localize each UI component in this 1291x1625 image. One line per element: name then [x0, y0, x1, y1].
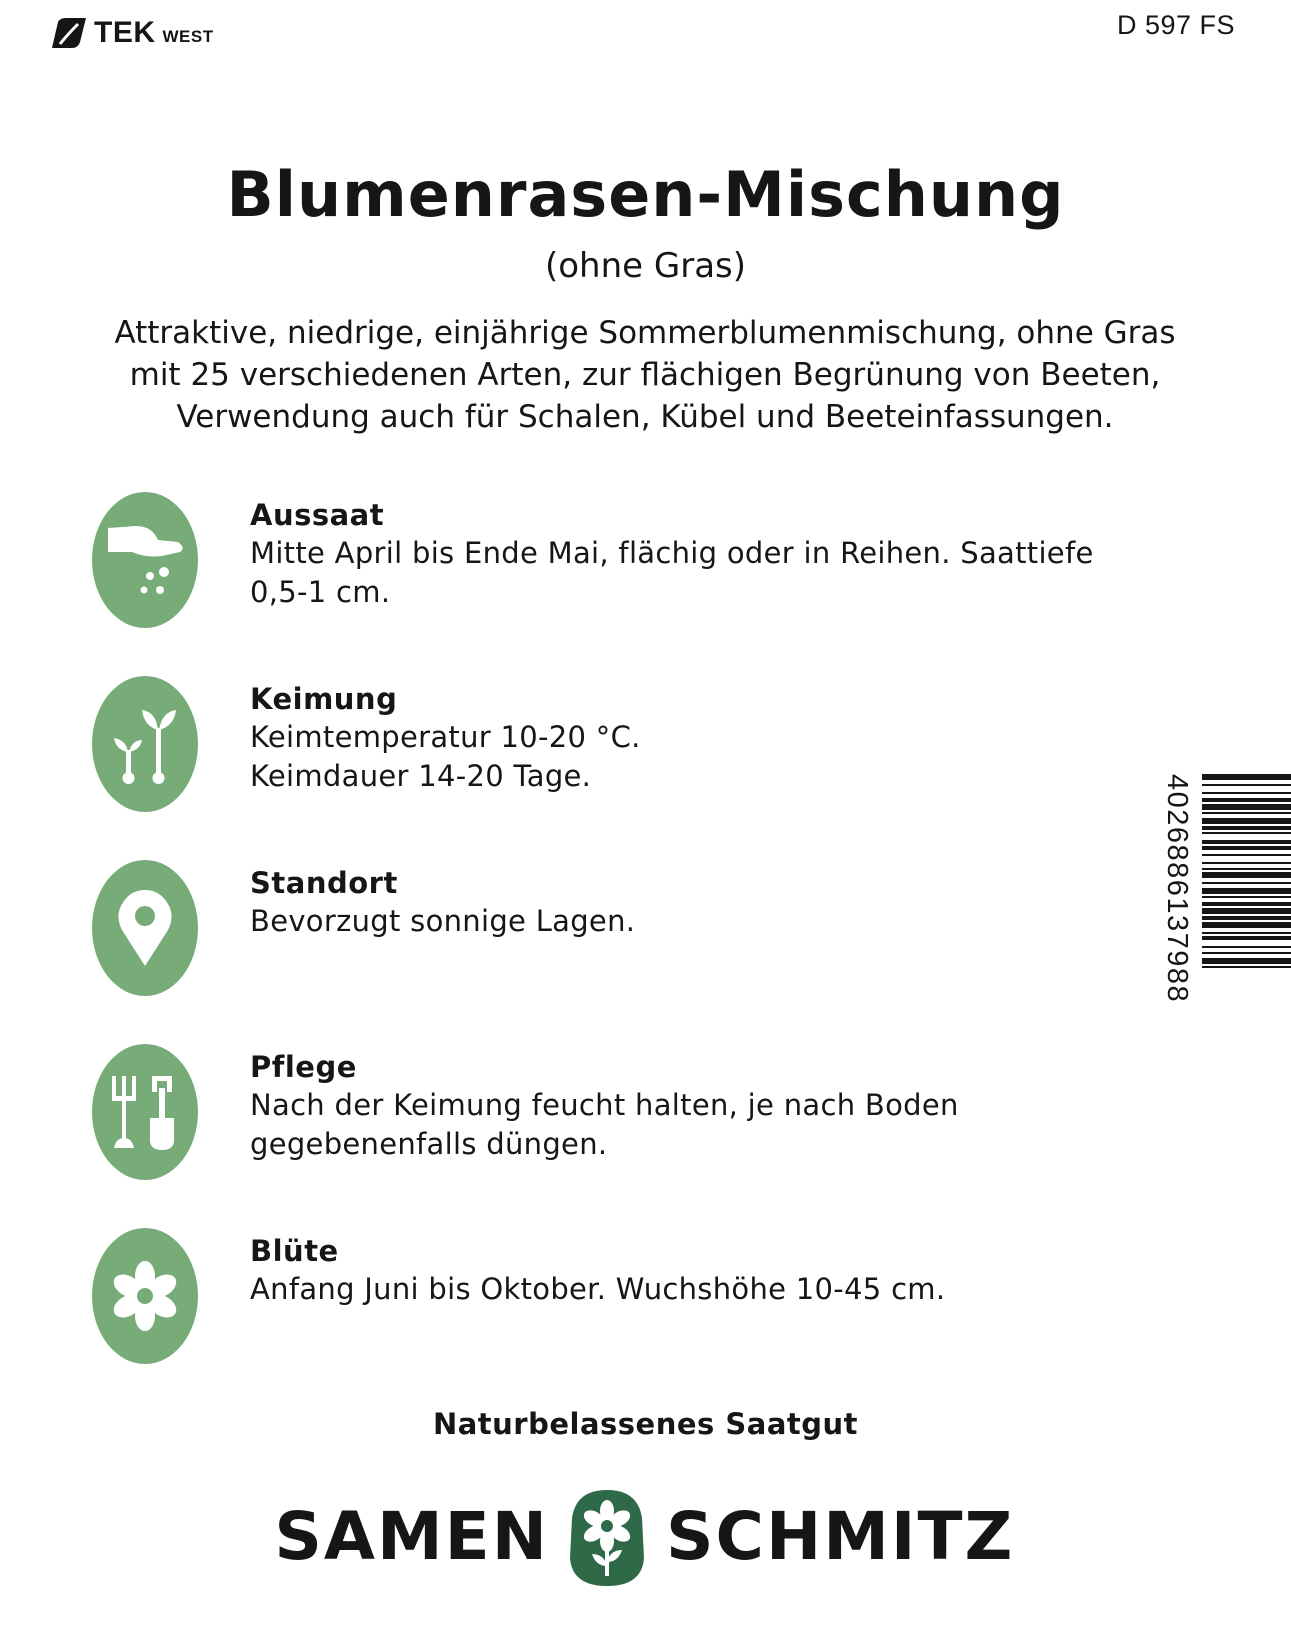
footer-word-right: SCHMITZ — [666, 1498, 1015, 1575]
barcode-bar — [1202, 946, 1291, 948]
feature-title: Blüte — [250, 1234, 339, 1268]
intro-line: Verwendung auch für Schalen, Kübel und Beeteinfassungen. — [176, 399, 1114, 435]
barcode-bar — [1202, 832, 1291, 834]
barcode-bar — [1202, 958, 1291, 964]
page-title: Blumenrasen-Mischung — [226, 158, 1065, 231]
feature-line: 0,5-1 cm. — [250, 575, 391, 609]
feature-standort — [92, 860, 1142, 1000]
sowing-hand-icon — [92, 492, 198, 628]
leaf-icon — [46, 16, 88, 50]
barcode-bar — [1202, 932, 1291, 934]
barcode-bar — [1202, 872, 1291, 878]
intro-line: Attraktive, niedrige, einjährige Sommerblumenmischung, ohne Gras — [114, 315, 1176, 351]
feature-line: Bevorzugt sonnige Lagen. — [250, 904, 636, 938]
barcode-bar — [1202, 774, 1291, 780]
flower-icon — [92, 1228, 198, 1364]
barcode-bar — [1202, 818, 1291, 824]
feature-title: Pflege — [250, 1050, 357, 1084]
barcode-bar — [1202, 862, 1291, 864]
barcode-bar — [1202, 846, 1291, 850]
barcode-bar — [1202, 840, 1291, 844]
barcode — [1160, 760, 1291, 1090]
footer-word-left: SAMEN — [274, 1498, 549, 1575]
barcode-bar — [1202, 922, 1291, 928]
barcode-bar — [1202, 888, 1291, 894]
brand-logo — [46, 16, 214, 50]
barcode-bar — [1202, 804, 1291, 810]
brand-secondary: WEST — [162, 27, 214, 46]
feature-line: Keimtemperatur 10-20 °C. — [250, 720, 641, 754]
flower-badge-icon — [568, 1488, 646, 1588]
feature-line: Mitte April bis Ende Mai, flächig oder in Reihen. Saattiefe — [250, 536, 1094, 570]
feature-keimung — [92, 676, 1142, 816]
feature-bluete — [92, 1228, 1142, 1368]
barcode-bar — [1202, 902, 1291, 906]
product-code: D 597 FS — [1116, 10, 1235, 40]
barcode-bar — [1202, 868, 1291, 870]
brand-primary: TEK — [94, 16, 156, 49]
seedling-icon — [92, 676, 198, 812]
barcode-bar — [1202, 826, 1291, 830]
page-subtitle: (ohne Gras) — [544, 246, 747, 286]
garden-tools-icon — [92, 1044, 198, 1180]
barcode-bar — [1202, 854, 1291, 856]
intro-text — [40, 312, 1250, 438]
feature-line: Nach der Keimung feucht halten, je nach Boden — [250, 1088, 959, 1122]
feature-line: Anfang Juni bis Oktober. Wuchshöhe 10-45 cm. — [250, 1272, 946, 1306]
barcode-bar — [1202, 784, 1291, 786]
feature-line: gegebenenfalls düngen. — [250, 1127, 608, 1161]
feature-title: Aussaat — [250, 498, 385, 532]
barcode-bar — [1202, 916, 1291, 920]
feature-title: Keimung — [250, 682, 398, 716]
footer-logo — [0, 1488, 1291, 1588]
barcode-bar — [1202, 896, 1291, 898]
barcode-bar — [1202, 966, 1291, 968]
barcode-bar — [1202, 882, 1291, 884]
barcode-bar — [1202, 798, 1291, 802]
feature-pflege — [92, 1044, 1142, 1184]
intro-line: mit 25 verschiedenen Arten, zur flächigen Begrünung von Beeten, — [129, 357, 1161, 393]
barcode-bar — [1202, 812, 1291, 814]
feature-title: Standort — [250, 866, 398, 900]
location-pin-icon — [92, 860, 198, 996]
tagline: Naturbelassenes Saatgut — [432, 1407, 859, 1441]
feature-line: Keimdauer 14-20 Tage. — [250, 759, 592, 793]
barcode-bar — [1202, 952, 1291, 954]
barcode-bar — [1202, 936, 1291, 940]
feature-aussaat — [92, 492, 1142, 632]
barcode-bar — [1202, 908, 1291, 914]
barcode-number: 4026886137988 — [1161, 774, 1193, 1004]
barcode-bar — [1202, 792, 1291, 794]
